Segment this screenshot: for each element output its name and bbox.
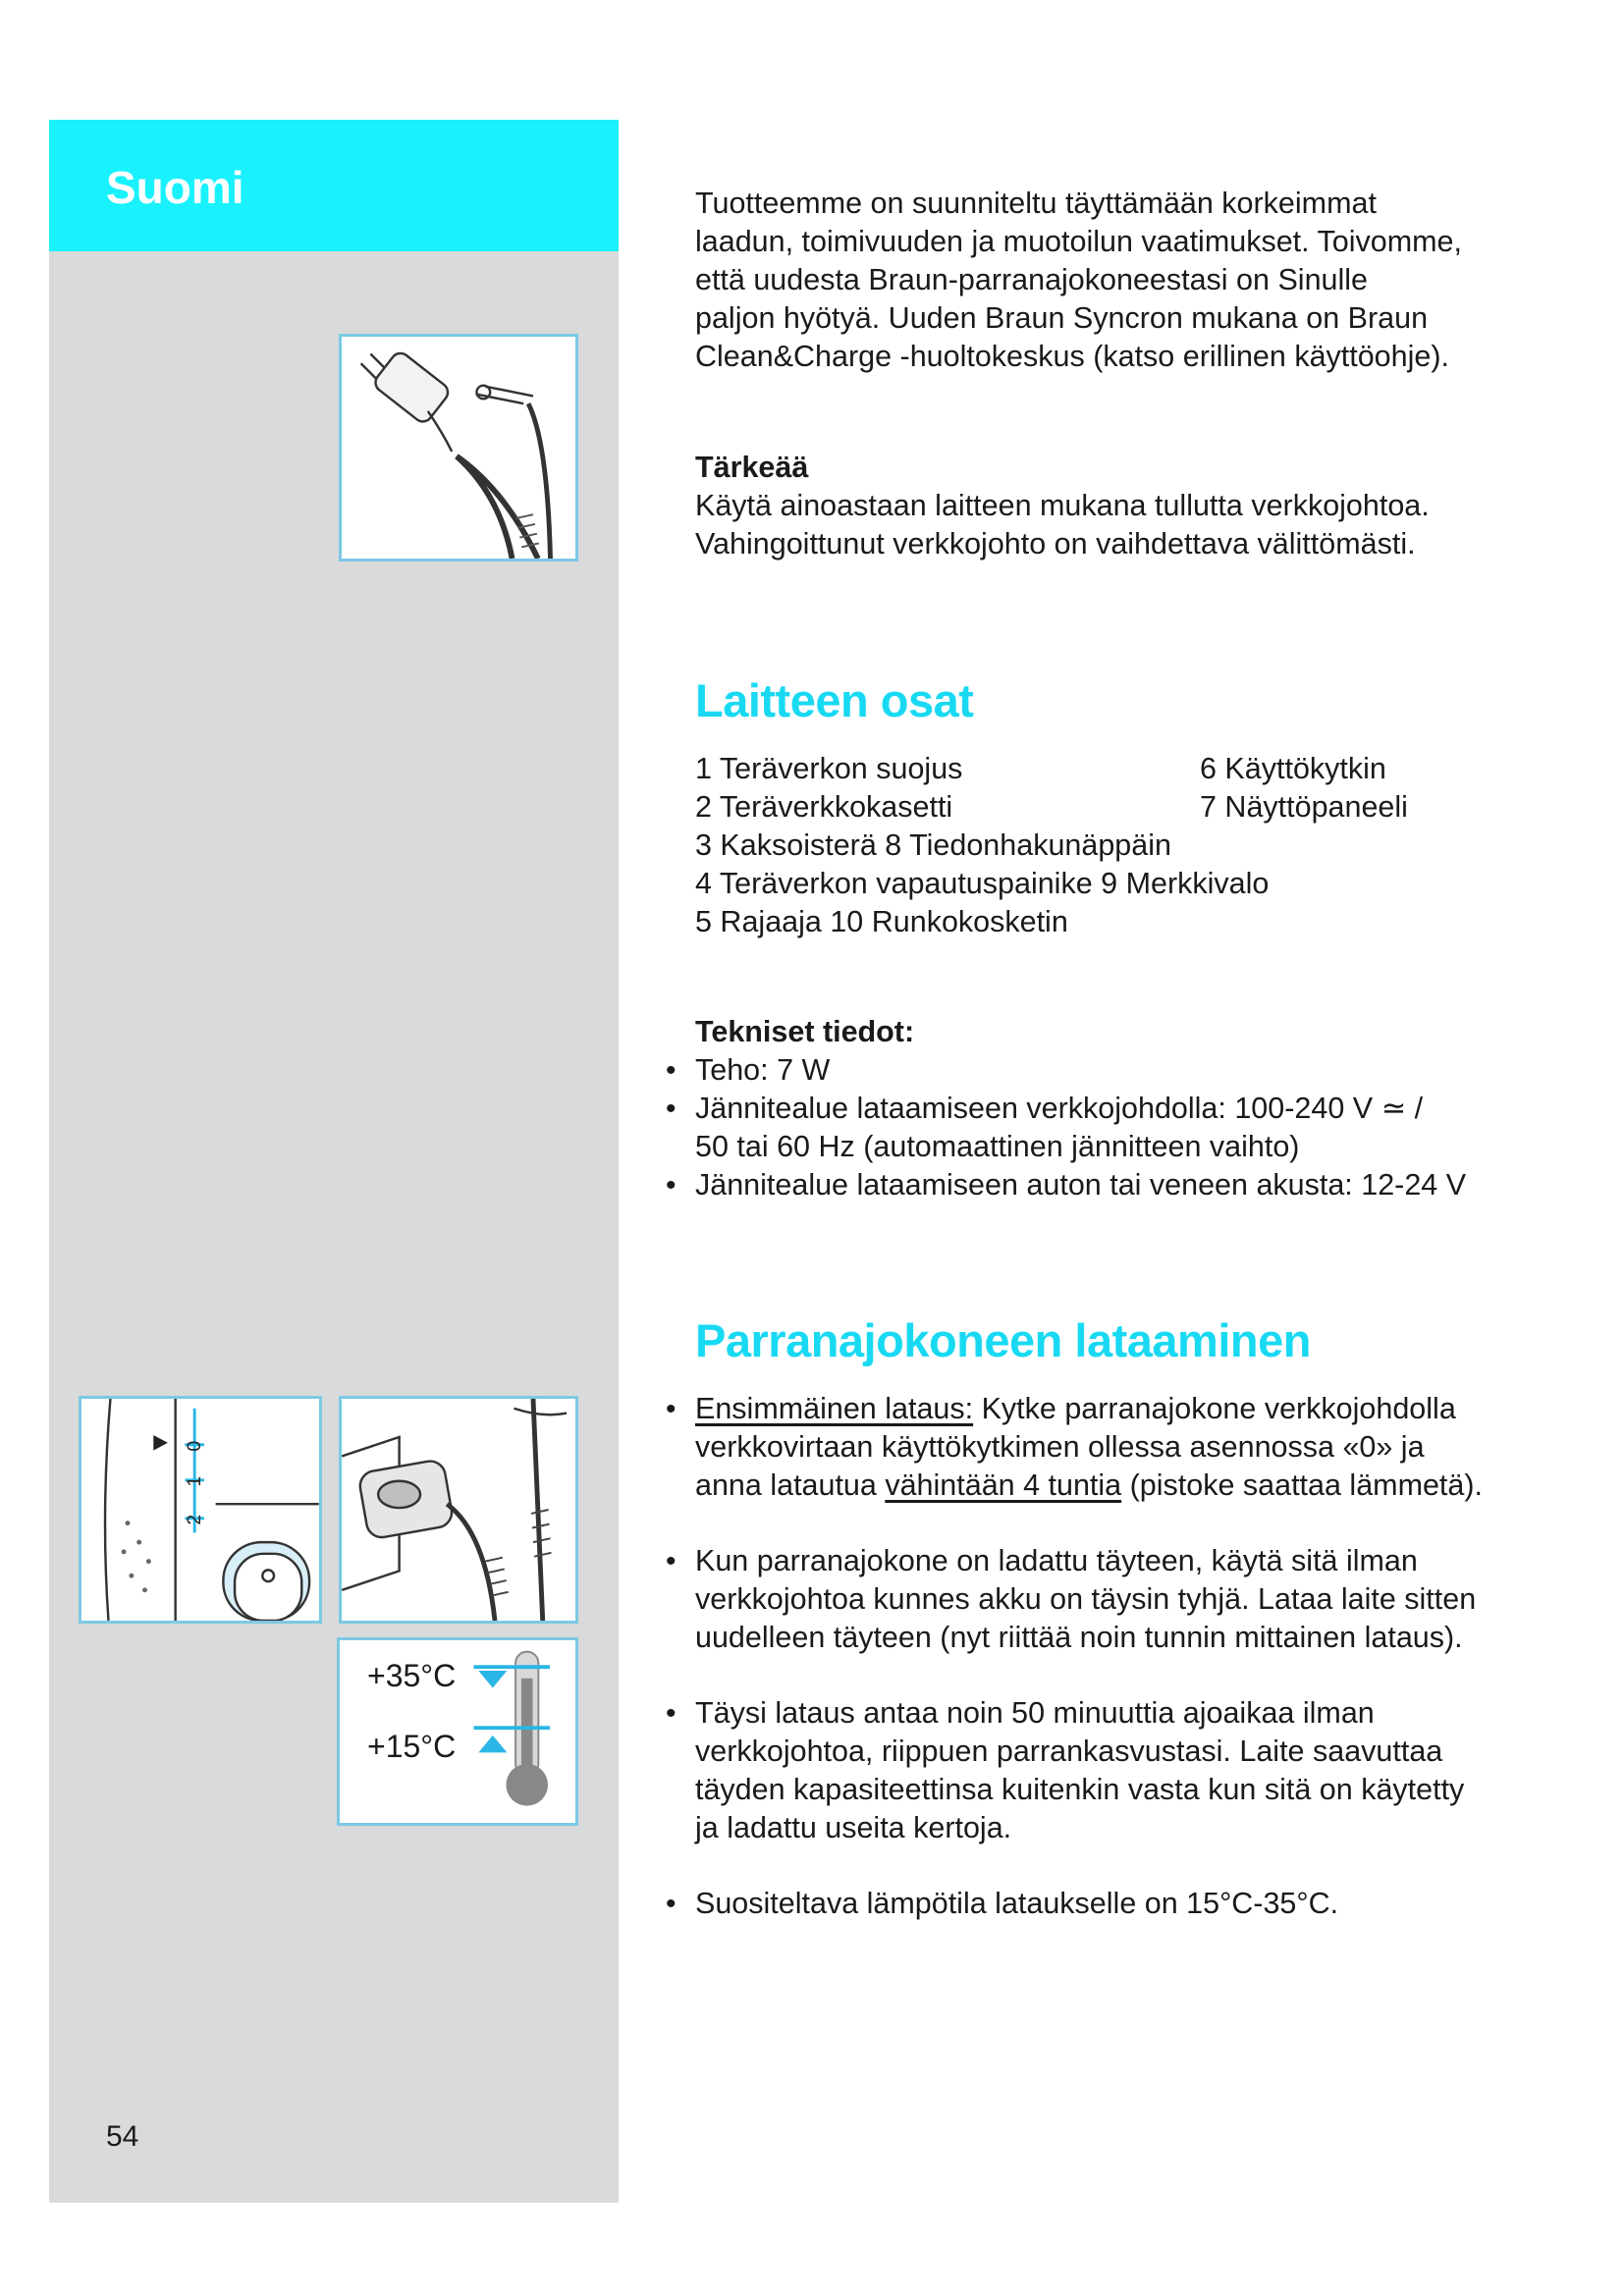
charging-text: verkkojohtoa, riippuen parrankasvustasi. Laite saavuttaa xyxy=(695,1735,1443,1768)
switch-label-1: 1 xyxy=(184,1475,205,1487)
switch-label-0: 0 xyxy=(184,1440,205,1452)
charging-section xyxy=(695,1390,1549,1923)
part-item: 1 Teräverkon suojus xyxy=(695,752,963,785)
parts-row xyxy=(695,827,1549,865)
intro-paragraph xyxy=(695,185,1549,376)
charging-heading: Parranajokoneen lataaminen xyxy=(695,1314,1311,1366)
intro-line: laadun, toimivuuden ja muotoilun vaatimukset. Toivomme, xyxy=(695,225,1462,258)
wall-plug-drawing xyxy=(342,1399,575,1621)
important-section xyxy=(695,449,1549,563)
wall-plug-illustration xyxy=(339,1396,578,1624)
part-item: 4 Teräverkon vapautuspainike 9 Merkkivalo xyxy=(695,867,1270,900)
charging-text: anna latautua xyxy=(695,1468,886,1502)
intro-line: paljon hyötyä. Uuden Braun Syncron mukana on Braun xyxy=(695,301,1429,335)
parts-row xyxy=(695,865,1549,903)
charging-item xyxy=(695,1885,1549,1923)
intro-line: Tuotteemme on suunniteltu täyttämään korkeimmat xyxy=(695,187,1377,220)
switch-label-2: 2 xyxy=(184,1514,205,1525)
spec-item xyxy=(695,1090,1549,1166)
intro-line: että uudesta Braun-parranajokoneestasi on Sinulle xyxy=(695,263,1369,296)
important-line: Vahingoittunut verkkojohto on vaihdettava välittömästi. xyxy=(695,527,1416,561)
specs-list xyxy=(695,1051,1549,1204)
charging-text: verkkojohtoa kunnes akku on täysin tyhjä. Lataa laite sitten xyxy=(695,1582,1477,1616)
spec-item xyxy=(695,1166,1549,1204)
charging-list xyxy=(695,1390,1549,1923)
temp-high-label: +35°C xyxy=(367,1658,457,1693)
part-item: 3 Kaksoisterä 8 Tiedonhakunäppäin xyxy=(695,828,1171,862)
charging-text: Kun parranajokone on ladattu täyteen, käytä sitä ilman xyxy=(695,1544,1418,1577)
charging-text: Täysi lataus antaa noin 50 minuuttia ajoaikaa ilman xyxy=(695,1696,1375,1730)
parts-row xyxy=(695,903,1549,941)
part-item: 7 Näyttöpaneeli xyxy=(1200,790,1408,824)
thermometer-icon xyxy=(340,1640,575,1823)
temp-low-label: +15°C xyxy=(367,1729,457,1764)
spacer xyxy=(695,1847,1549,1885)
parts-row xyxy=(695,788,1549,827)
spec-line: Jännitealue lataamiseen auton tai veneen akusta: 12-24 V xyxy=(695,1168,1467,1201)
important-title: Tärkeää xyxy=(695,451,809,484)
switch-pointer-icon xyxy=(153,1435,168,1451)
temperature-illustration xyxy=(337,1637,578,1826)
charging-item xyxy=(695,1542,1549,1657)
intro-line: Clean&Charge -huoltokeskus (katso erillinen käyttöohje). xyxy=(695,340,1449,373)
charging-text: (pistoke saattaa lämmetä). xyxy=(1121,1468,1484,1502)
spec-line: Teho: 7 W xyxy=(695,1053,831,1087)
specs-section xyxy=(695,1013,1549,1204)
parts-row xyxy=(695,750,1549,788)
part-item: 6 Käyttökytkin xyxy=(1200,752,1386,785)
charging-text: Kytke parranajokone verkkojohdolla xyxy=(973,1392,1456,1425)
specs-title: Tekniset tiedot: xyxy=(695,1015,915,1048)
switch-drawing xyxy=(81,1399,319,1621)
charging-text: täyden kapasiteettinsa kuitenkin vasta kun sitä on käytetty xyxy=(695,1773,1465,1806)
charging-item xyxy=(695,1694,1549,1847)
temp-high-arrow-icon xyxy=(478,1671,507,1687)
charging-text: verkkovirtaan käyttökytkimen ollessa asennossa «0» ja xyxy=(695,1430,1425,1464)
spacer xyxy=(695,1657,1549,1694)
plug-cord-illustration xyxy=(339,334,578,561)
plug-cord-drawing xyxy=(342,337,575,559)
switch-illustration xyxy=(79,1396,322,1624)
language-title: Suomi xyxy=(106,162,244,213)
parts-heading: Laitteen osat xyxy=(695,674,974,726)
part-item: 2 Teräverkkokasetti xyxy=(695,790,953,824)
temp-low-arrow-icon xyxy=(478,1735,507,1752)
spec-line: 50 tai 60 Hz (automaattinen jännitteen vaihto) xyxy=(695,1130,1300,1163)
page-number: 54 xyxy=(106,2120,139,2153)
parts-list xyxy=(695,750,1549,941)
charging-text: ja ladattu useita kertoja. xyxy=(695,1811,1012,1844)
spec-item xyxy=(695,1051,1549,1090)
important-line: Käytä ainoastaan laitteen mukana tullutta verkkojohtoa. xyxy=(695,489,1430,522)
first-charge-label: Ensimmäinen lataus: xyxy=(695,1392,974,1425)
min-hours-text: vähintään 4 tuntia xyxy=(885,1468,1122,1502)
charging-text: Suositeltava lämpötila lataukselle on 15°C-35°C. xyxy=(695,1887,1339,1920)
spacer xyxy=(695,1505,1549,1542)
spec-line: Jännitealue lataamiseen verkkojohdolla: 100-240 V ≃ / xyxy=(695,1092,1424,1125)
charging-item xyxy=(695,1390,1549,1505)
charging-text: uudelleen täyteen (nyt riittää noin tunnin mittainen lataus). xyxy=(695,1621,1463,1654)
part-item: 5 Rajaaja 10 Runkokosketin xyxy=(695,905,1068,938)
